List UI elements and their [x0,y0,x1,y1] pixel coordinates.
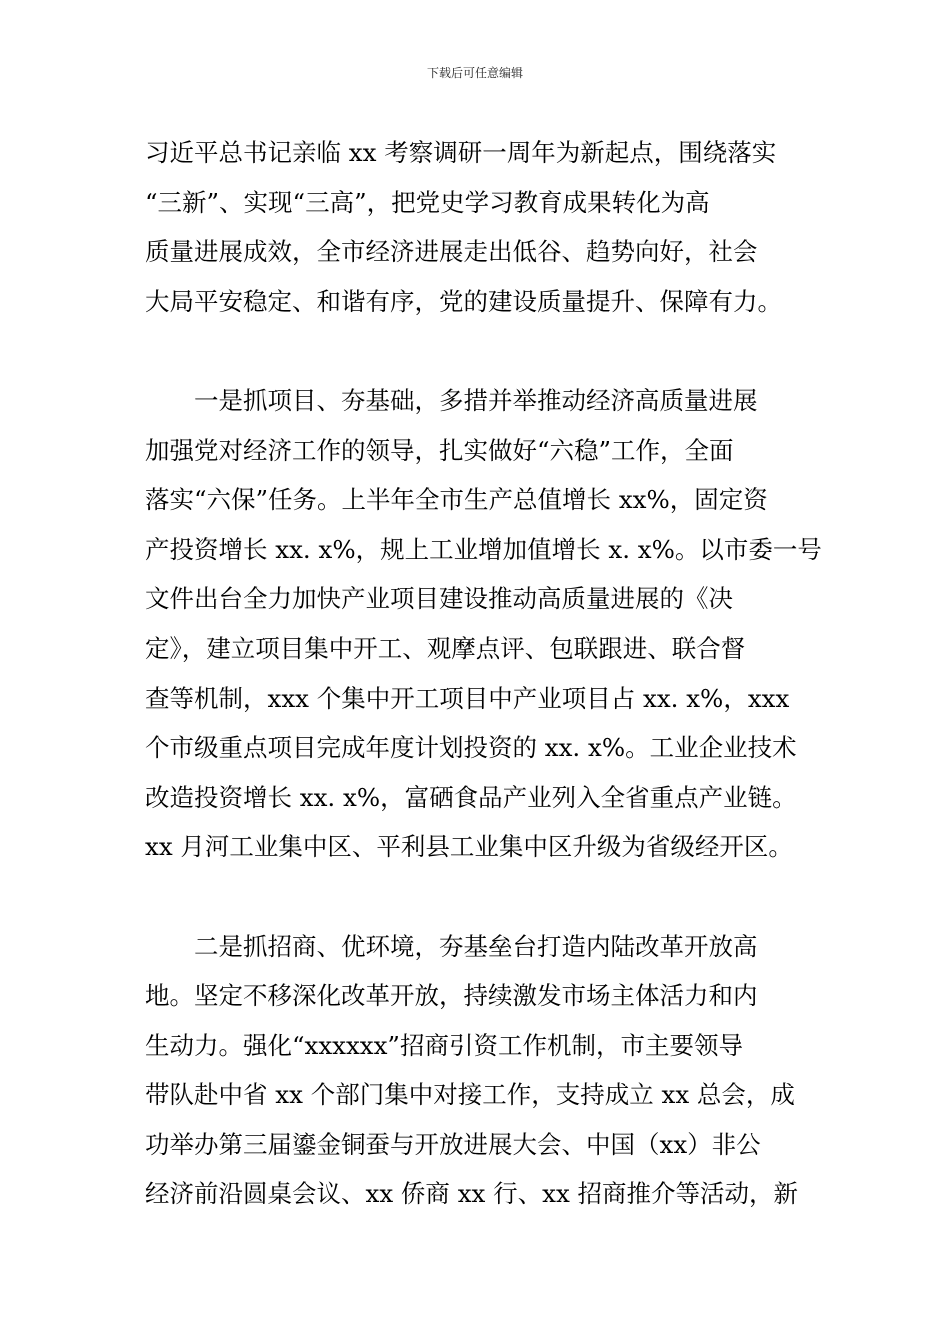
text-line: 地。坚定不移深化改革开放，持续激发市场主体活力和内 [145,981,758,1011]
text-line: 定》，建立项目集中开工、观摩点评、包联跟进、联合督 [145,633,746,663]
text-line: 加强党对经济工作的领导，扎实做好“六稳”工作，全面 [145,435,734,465]
text-line: 质量进展成效，全市经济进展走出低谷、趋势向好，社会 [145,237,758,267]
text-line: 功举办第三届鎏金铜蚕与开放进展大会、中国（xx）非公 [145,1129,761,1159]
text-line: 查等机制，xxx 个集中开工项目中产业项目占 xx. x%，xxx [145,683,790,713]
document-body [145,128,822,1219]
paragraph-2 [145,376,822,872]
text-line: 经济前沿圆桌会议、xx 侨商 xx 行、xx 招商推介等活动，新 [145,1179,799,1209]
text-line: “三新”、实现“三高”，把党史学习教育成果转化为高 [145,187,710,217]
text-line: 带队赴中省 xx 个部门集中对接工作，支持成立 xx 总会，成 [145,1080,795,1110]
text-line: 习近平总书记亲临 xx 考察调研一周年为新起点，围绕落实 [145,138,777,167]
text-line: 落实“六保”任务。上半年全市生产总值增长 xx%，固定资 [145,485,768,515]
text-line: 大局平安稳定、和谐有序，党的建设质量提升、保障有力。 [145,286,782,316]
text-line: 文件出台全力加快产业项目建设推动高质量进展的《决 [145,584,733,614]
text-line: 改造投资增长 xx. x%，富硒食品产业列入全省重点产业链。 [145,782,797,812]
page-header: 下载后可任意编辑 [426,66,523,80]
paragraph-heading-line: 二是抓招商、优环境，夯基垒台打造内陆改革开放高 [194,931,758,961]
text-line: 个市级重点项目完成年度计划投资的 xx. x%。工业企业技术 [145,733,797,763]
text-line: 生动力。强化“xxxxxx”招商引资工作机制，市主要领导 [145,1030,743,1060]
paragraph-1 [145,128,815,326]
paragraph-gap [145,872,815,922]
paragraph-gap [145,326,815,376]
paragraph-3 [145,922,815,1220]
paragraph-heading-line: 一是抓项目、夯基础，多措并举推动经济高质量进展 [194,385,758,415]
text-line: 产投资增长 xx. x%，规上工业增加值增长 x. x%。以市委一号 [145,534,822,564]
text-line: xx 月河工业集中区、平利县工业集中区升级为省级经开区。 [145,832,793,862]
